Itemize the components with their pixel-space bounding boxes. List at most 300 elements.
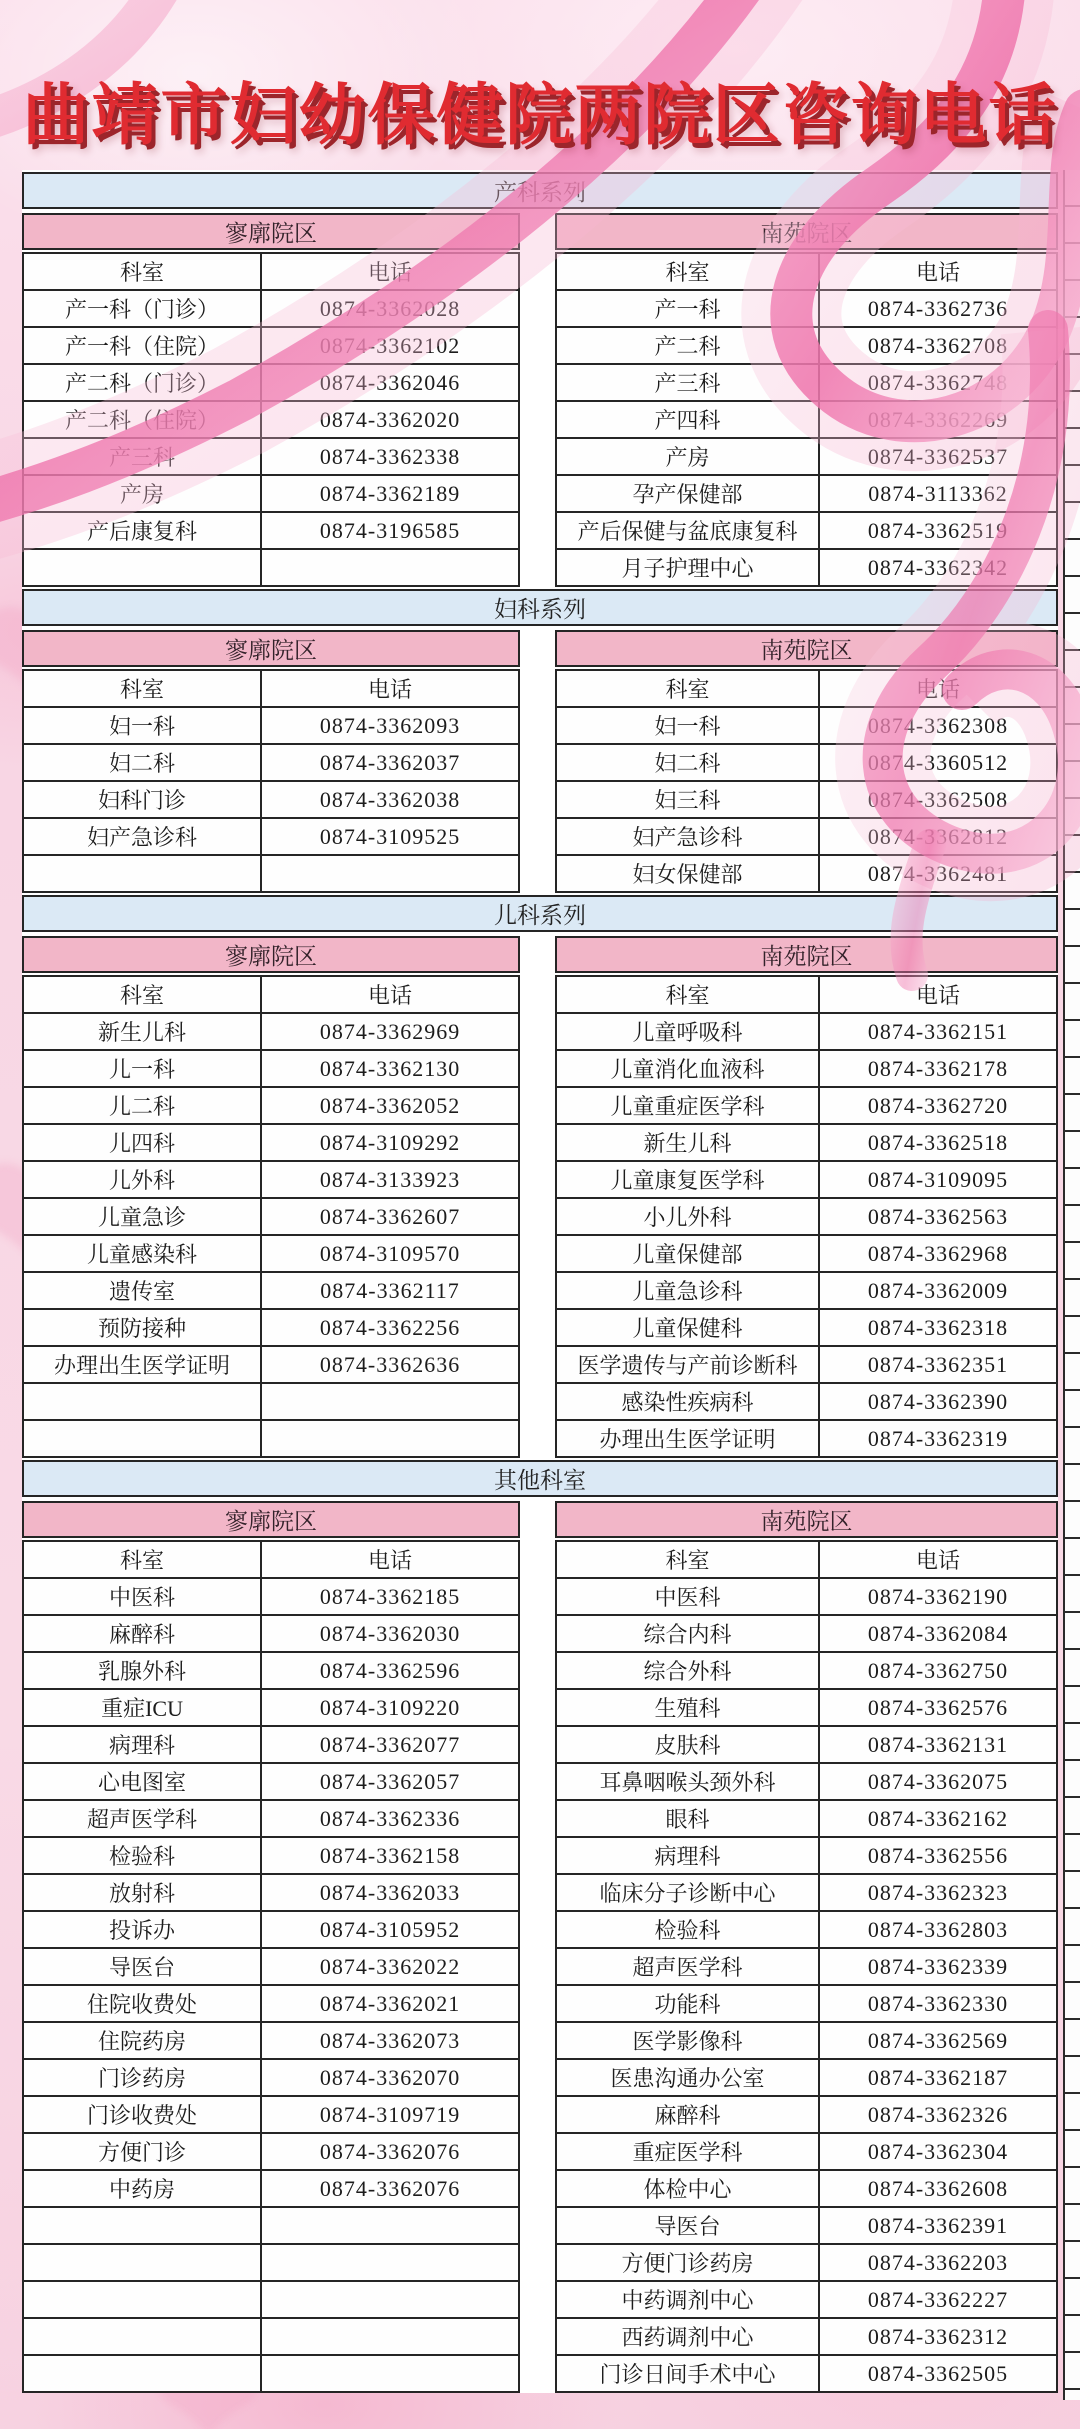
dept-cell xyxy=(23,2244,261,2281)
phone-cell: 0874-3362162 xyxy=(819,1800,1057,1837)
dept-cell: 导医台 xyxy=(23,1948,261,1985)
campus-header: 寥廓院区 xyxy=(22,1501,520,1538)
table-row xyxy=(23,1346,519,1383)
table-body xyxy=(556,1578,1057,2392)
table-row xyxy=(23,1272,519,1309)
table-row xyxy=(23,855,519,892)
dept-cell: 儿一科 xyxy=(23,1050,261,1087)
phone-cell xyxy=(261,1383,519,1420)
header-row xyxy=(556,1541,1057,1578)
dept-cell: 产房 xyxy=(556,438,819,475)
phone-col-header: 电话 xyxy=(261,976,519,1013)
phone-cell: 0874-3362569 xyxy=(819,2022,1057,2059)
header-row xyxy=(556,976,1057,1013)
table-row xyxy=(23,327,519,364)
table-row xyxy=(23,475,519,512)
dept-cell: 中医科 xyxy=(556,1578,819,1615)
table-row xyxy=(556,1874,1057,1911)
dept-cell: 病理科 xyxy=(556,1837,819,1874)
dept-col-header: 科室 xyxy=(556,253,819,290)
header-row xyxy=(23,1541,519,1578)
table-row xyxy=(23,1615,519,1652)
table-row xyxy=(23,2096,519,2133)
header-row xyxy=(556,253,1057,290)
dept-cell xyxy=(23,2355,261,2392)
phone-cell: 0874-3362117 xyxy=(261,1272,519,1309)
dept-col-header: 科室 xyxy=(556,670,819,707)
dept-cell: 妇女保健部 xyxy=(556,855,819,892)
phone-col-header: 电话 xyxy=(261,1541,519,1578)
table-row xyxy=(556,1652,1057,1689)
table-row xyxy=(556,549,1057,586)
table-row xyxy=(556,290,1057,327)
phone-cell: 0874-3362178 xyxy=(819,1050,1057,1087)
dept-col-header: 科室 xyxy=(23,253,261,290)
dept-cell: 妇产急诊科 xyxy=(23,818,261,855)
phone-cell: 0874-3362736 xyxy=(819,290,1057,327)
campus-column xyxy=(22,211,520,587)
dept-cell: 医学影像科 xyxy=(556,2022,819,2059)
dept-cell: 方便门诊 xyxy=(23,2133,261,2170)
dept-cell: 产三科 xyxy=(23,438,261,475)
table-row xyxy=(556,2133,1057,2170)
phone-cell: 0874-3362102 xyxy=(261,327,519,364)
phone-cell: 0874-3362203 xyxy=(819,2244,1057,2281)
dept-cell: 产二科 xyxy=(556,327,819,364)
table-row xyxy=(23,818,519,855)
dept-cell: 中药调剂中心 xyxy=(556,2281,819,2318)
phone-cell: 0874-3362185 xyxy=(261,1578,519,1615)
table-row xyxy=(23,1689,519,1726)
phone-cell: 0874-3362563 xyxy=(819,1198,1057,1235)
table-row xyxy=(556,1800,1057,1837)
phone-cell: 0874-3362131 xyxy=(819,1726,1057,1763)
phone-cell: 0874-3362607 xyxy=(261,1198,519,1235)
table-row xyxy=(23,1087,519,1124)
table-row xyxy=(556,1911,1057,1948)
table-row xyxy=(556,1198,1057,1235)
phone-cell xyxy=(261,855,519,892)
phone-cell: 0874-3362130 xyxy=(261,1050,519,1087)
dept-cell: 新生儿科 xyxy=(556,1124,819,1161)
phone-cell: 0874-3362022 xyxy=(261,1948,519,1985)
phone-table xyxy=(22,669,520,893)
dept-col-header: 科室 xyxy=(23,1541,261,1578)
dept-cell: 生殖科 xyxy=(556,1689,819,1726)
header-row xyxy=(23,976,519,1013)
table-row xyxy=(23,1050,519,1087)
table-row xyxy=(23,781,519,818)
phone-cell: 0874-3362190 xyxy=(819,1578,1057,1615)
phone-cell: 0874-3362969 xyxy=(261,1013,519,1050)
dept-cell: 重症ICU xyxy=(23,1689,261,1726)
dept-cell xyxy=(23,2207,261,2244)
table-body xyxy=(556,290,1057,586)
phone-cell: 0874-3362189 xyxy=(261,475,519,512)
dept-cell: 办理出生医学证明 xyxy=(556,1420,819,1457)
phone-col-header: 电话 xyxy=(819,976,1057,1013)
dept-cell: 产一科（住院） xyxy=(23,327,261,364)
section-band: 其他科室 xyxy=(22,1460,1058,1497)
dept-col-header: 科室 xyxy=(23,976,261,1013)
table-row xyxy=(556,1948,1057,1985)
cropped-table-edge xyxy=(1063,170,1080,2400)
phone-cell: 0874-3362009 xyxy=(819,1272,1057,1309)
dept-cell xyxy=(23,549,261,586)
dept-cell: 方便门诊药房 xyxy=(556,2244,819,2281)
dept-col-header: 科室 xyxy=(556,976,819,1013)
table-row xyxy=(23,2059,519,2096)
table-row xyxy=(556,364,1057,401)
table-row xyxy=(23,1837,519,1874)
table-row xyxy=(556,1615,1057,1652)
dept-cell: 儿童消化血液科 xyxy=(556,1050,819,1087)
phone-cell: 0874-3362708 xyxy=(819,327,1057,364)
phone-cell: 0874-3362537 xyxy=(819,438,1057,475)
page-title: 曲靖市妇幼保健院两院区咨询电话 xyxy=(22,79,1058,153)
phone-cell xyxy=(261,2244,519,2281)
table-row xyxy=(556,327,1057,364)
campus-column xyxy=(22,934,520,1458)
dept-cell: 月子护理中心 xyxy=(556,549,819,586)
phone-cell: 0874-3133923 xyxy=(261,1161,519,1198)
campus-header: 南苑院区 xyxy=(555,630,1058,667)
table-row xyxy=(556,1013,1057,1050)
campus-columns xyxy=(22,211,1058,587)
table-row xyxy=(556,2355,1057,2392)
phone-table xyxy=(555,252,1058,587)
dept-cell: 放射科 xyxy=(23,1874,261,1911)
table-row xyxy=(556,1689,1057,1726)
phone-cell: 0874-3362351 xyxy=(819,1346,1057,1383)
table-row xyxy=(556,1235,1057,1272)
dept-cell: 儿四科 xyxy=(23,1124,261,1161)
table-row xyxy=(23,707,519,744)
phone-cell: 0874-3362326 xyxy=(819,2096,1057,2133)
campus-header: 南苑院区 xyxy=(555,213,1058,250)
phone-cell: 0874-3362803 xyxy=(819,1911,1057,1948)
dept-cell: 投诉办 xyxy=(23,1911,261,1948)
dept-cell xyxy=(23,855,261,892)
table-row xyxy=(23,1420,519,1457)
dept-cell: 感染性疾病科 xyxy=(556,1383,819,1420)
campus-column xyxy=(555,211,1058,587)
table-row xyxy=(23,438,519,475)
table-row xyxy=(556,2096,1057,2133)
table-row xyxy=(23,1198,519,1235)
dept-cell: 妇科门诊 xyxy=(23,781,261,818)
table-row xyxy=(556,1087,1057,1124)
phone-table xyxy=(22,1540,520,2393)
phone-cell: 0874-3362556 xyxy=(819,1837,1057,1874)
table-body xyxy=(23,1578,519,2392)
table-row xyxy=(556,1050,1057,1087)
phone-cell: 0874-3109525 xyxy=(261,818,519,855)
header-row xyxy=(23,670,519,707)
table-row xyxy=(23,1161,519,1198)
table-row xyxy=(23,2244,519,2281)
phone-cell: 0874-3362038 xyxy=(261,781,519,818)
phone-cell: 0874-3362075 xyxy=(819,1763,1057,1800)
phone-cell: 0874-3362052 xyxy=(261,1087,519,1124)
table-row xyxy=(556,818,1057,855)
table-row xyxy=(23,2133,519,2170)
phone-cell: 0874-3362505 xyxy=(819,2355,1057,2392)
phone-cell: 0874-3362021 xyxy=(261,1985,519,2022)
dept-cell: 重症医学科 xyxy=(556,2133,819,2170)
phone-cell: 0874-3362390 xyxy=(819,1383,1057,1420)
header-row xyxy=(556,670,1057,707)
dept-cell: 导医台 xyxy=(556,2207,819,2244)
phone-cell: 0874-3362073 xyxy=(261,2022,519,2059)
phone-cell: 0874-3196585 xyxy=(261,512,519,549)
phone-cell xyxy=(261,2281,519,2318)
table-row xyxy=(23,1652,519,1689)
table-row xyxy=(23,1309,519,1346)
dept-cell: 妇一科 xyxy=(23,707,261,744)
dept-cell: 住院药房 xyxy=(23,2022,261,2059)
campus-column xyxy=(555,628,1058,893)
phone-cell: 0874-3362812 xyxy=(819,818,1057,855)
dept-cell: 中药房 xyxy=(23,2170,261,2207)
phone-table xyxy=(555,1540,1058,2393)
table-row xyxy=(556,707,1057,744)
phone-cell: 0874-3362256 xyxy=(261,1309,519,1346)
campus-column xyxy=(555,934,1058,1458)
table-row xyxy=(23,1800,519,1837)
dept-cell: 产二科（住院） xyxy=(23,401,261,438)
dept-cell: 乳腺外科 xyxy=(23,1652,261,1689)
phone-cell xyxy=(261,2318,519,2355)
table-body xyxy=(556,1013,1057,1457)
phone-table xyxy=(555,669,1058,893)
phone-cell: 0874-3362093 xyxy=(261,707,519,744)
dept-cell: 儿二科 xyxy=(23,1087,261,1124)
phone-cell: 0874-3362518 xyxy=(819,1124,1057,1161)
dept-cell: 儿童保健部 xyxy=(556,1235,819,1272)
dept-cell: 儿童感染科 xyxy=(23,1235,261,1272)
header-row xyxy=(23,253,519,290)
table-row xyxy=(23,744,519,781)
directory-section xyxy=(22,1460,1058,2393)
section-band: 产科系列 xyxy=(22,172,1058,209)
table-row xyxy=(23,2022,519,2059)
dept-cell: 儿外科 xyxy=(23,1161,261,1198)
dept-cell: 儿童急诊科 xyxy=(556,1272,819,1309)
phone-table xyxy=(555,975,1058,1458)
directory-section xyxy=(22,172,1058,587)
table-row xyxy=(556,2281,1057,2318)
dept-cell: 儿童重症医学科 xyxy=(556,1087,819,1124)
phone-col-header: 电话 xyxy=(261,670,519,707)
dept-cell: 皮肤科 xyxy=(556,1726,819,1763)
phone-cell: 0874-3362636 xyxy=(261,1346,519,1383)
dept-cell: 产一科 xyxy=(556,290,819,327)
dept-cell: 综合外科 xyxy=(556,1652,819,1689)
table-row xyxy=(556,475,1057,512)
phone-col-header: 电话 xyxy=(819,1541,1057,1578)
dept-cell: 体检中心 xyxy=(556,2170,819,2207)
table-row xyxy=(23,1985,519,2022)
dept-cell: 医患沟通办公室 xyxy=(556,2059,819,2096)
dept-cell: 门诊收费处 xyxy=(23,2096,261,2133)
phone-cell: 0874-3362269 xyxy=(819,401,1057,438)
dept-cell: 功能科 xyxy=(556,1985,819,2022)
table-row xyxy=(23,1578,519,1615)
table-row xyxy=(23,2355,519,2392)
campus-header: 寥廓院区 xyxy=(22,936,520,973)
dept-cell: 产一科（门诊） xyxy=(23,290,261,327)
table-row xyxy=(23,512,519,549)
phone-cell: 0874-3362342 xyxy=(819,549,1057,586)
table-row xyxy=(556,1383,1057,1420)
dept-cell: 住院收费处 xyxy=(23,1985,261,2022)
phone-cell: 0874-3362158 xyxy=(261,1837,519,1874)
phone-col-header: 电话 xyxy=(261,253,519,290)
table-row xyxy=(556,1309,1057,1346)
table-row xyxy=(23,2281,519,2318)
table-row xyxy=(556,1763,1057,1800)
phone-cell: 0874-3109719 xyxy=(261,2096,519,2133)
table-row xyxy=(556,438,1057,475)
phone-cell: 0874-3362750 xyxy=(819,1652,1057,1689)
dept-cell: 妇产急诊科 xyxy=(556,818,819,855)
dept-cell: 产房 xyxy=(23,475,261,512)
table-row xyxy=(556,2022,1057,2059)
phone-cell xyxy=(261,549,519,586)
table-row xyxy=(556,1420,1057,1457)
campus-column xyxy=(22,628,520,893)
phone-cell: 0874-3362151 xyxy=(819,1013,1057,1050)
dept-cell: 超声医学科 xyxy=(556,1948,819,1985)
table-row xyxy=(556,401,1057,438)
phone-cell: 0874-3109095 xyxy=(819,1161,1057,1198)
phone-cell: 0874-3362339 xyxy=(819,1948,1057,1985)
dept-cell: 门诊药房 xyxy=(23,2059,261,2096)
dept-cell: 麻醉科 xyxy=(23,1615,261,1652)
table-body xyxy=(556,707,1057,892)
dept-cell: 医学遗传与产前诊断科 xyxy=(556,1346,819,1383)
table-row xyxy=(556,2059,1057,2096)
dept-cell xyxy=(23,1383,261,1420)
phone-cell: 0874-3362576 xyxy=(819,1689,1057,1726)
phone-cell: 0874-3109220 xyxy=(261,1689,519,1726)
phone-cell: 0874-3362020 xyxy=(261,401,519,438)
dept-cell: 超声医学科 xyxy=(23,1800,261,1837)
phone-cell: 0874-3360512 xyxy=(819,744,1057,781)
table-row xyxy=(556,1726,1057,1763)
dept-cell xyxy=(23,2281,261,2318)
table-row xyxy=(23,1874,519,1911)
phone-cell: 0874-3362028 xyxy=(261,290,519,327)
table-row xyxy=(556,1985,1057,2022)
table-row xyxy=(23,364,519,401)
dept-cell: 检验科 xyxy=(556,1911,819,1948)
table-row xyxy=(556,2170,1057,2207)
phone-cell: 0874-3362519 xyxy=(819,512,1057,549)
dept-cell: 产四科 xyxy=(556,401,819,438)
table-row xyxy=(23,290,519,327)
dept-cell: 眼科 xyxy=(556,1800,819,1837)
phone-cell: 0874-3362748 xyxy=(819,364,1057,401)
phone-cell: 0874-3362596 xyxy=(261,1652,519,1689)
table-row xyxy=(556,855,1057,892)
phone-cell: 0874-3362323 xyxy=(819,1874,1057,1911)
table-row xyxy=(556,2207,1057,2244)
table-row xyxy=(556,1578,1057,1615)
dept-cell: 儿童康复医学科 xyxy=(556,1161,819,1198)
phone-cell: 0874-3362187 xyxy=(819,2059,1057,2096)
campus-column xyxy=(555,1499,1058,2393)
table-body xyxy=(23,1013,519,1457)
table-row xyxy=(23,1726,519,1763)
table-row xyxy=(556,1346,1057,1383)
phone-cell: 0874-3362391 xyxy=(819,2207,1057,2244)
phone-cell xyxy=(261,2207,519,2244)
campus-header: 南苑院区 xyxy=(555,936,1058,973)
dept-cell: 办理出生医学证明 xyxy=(23,1346,261,1383)
phone-table xyxy=(22,975,520,1458)
campus-header: 寥廓院区 xyxy=(22,630,520,667)
table-row xyxy=(23,1124,519,1161)
table-row xyxy=(556,781,1057,818)
phone-cell: 0874-3362037 xyxy=(261,744,519,781)
table-body xyxy=(23,707,519,892)
table-row xyxy=(23,1763,519,1800)
dept-cell: 病理科 xyxy=(23,1726,261,1763)
table-row xyxy=(23,2318,519,2355)
phone-cell: 0874-3362968 xyxy=(819,1235,1057,1272)
phone-cell: 0874-3362033 xyxy=(261,1874,519,1911)
dept-cell: 预防接种 xyxy=(23,1309,261,1346)
phone-cell: 0874-3109570 xyxy=(261,1235,519,1272)
phone-col-header: 电话 xyxy=(819,253,1057,290)
dept-cell: 产三科 xyxy=(556,364,819,401)
dept-cell: 中医科 xyxy=(23,1578,261,1615)
dept-cell: 耳鼻咽喉头颈外科 xyxy=(556,1763,819,1800)
phone-table xyxy=(22,252,520,587)
phone-cell: 0874-3105952 xyxy=(261,1911,519,1948)
dept-cell: 新生儿科 xyxy=(23,1013,261,1050)
dept-cell: 综合内科 xyxy=(556,1615,819,1652)
table-row xyxy=(556,1161,1057,1198)
table-body xyxy=(23,290,519,586)
phone-cell xyxy=(261,2355,519,2392)
campus-header: 南苑院区 xyxy=(555,1501,1058,1538)
phone-cell: 0874-3109292 xyxy=(261,1124,519,1161)
phone-cell: 0874-3362336 xyxy=(261,1800,519,1837)
phone-col-header: 电话 xyxy=(819,670,1057,707)
dept-cell xyxy=(23,2318,261,2355)
table-row xyxy=(556,744,1057,781)
dept-cell: 儿童急诊 xyxy=(23,1198,261,1235)
table-row xyxy=(23,1383,519,1420)
directory-section xyxy=(22,589,1058,893)
dept-cell: 麻醉科 xyxy=(556,2096,819,2133)
table-row xyxy=(556,2244,1057,2281)
phone-cell: 0874-3362318 xyxy=(819,1309,1057,1346)
table-row xyxy=(23,1948,519,1985)
table-row xyxy=(23,1911,519,1948)
dept-cell: 遗传室 xyxy=(23,1272,261,1309)
phone-cell: 0874-3362330 xyxy=(819,1985,1057,2022)
table-row xyxy=(23,2207,519,2244)
table-row xyxy=(23,1013,519,1050)
phone-cell: 0874-3362046 xyxy=(261,364,519,401)
section-band: 儿科系列 xyxy=(22,895,1058,932)
phone-cell: 0874-3113362 xyxy=(819,475,1057,512)
table-row xyxy=(556,1124,1057,1161)
